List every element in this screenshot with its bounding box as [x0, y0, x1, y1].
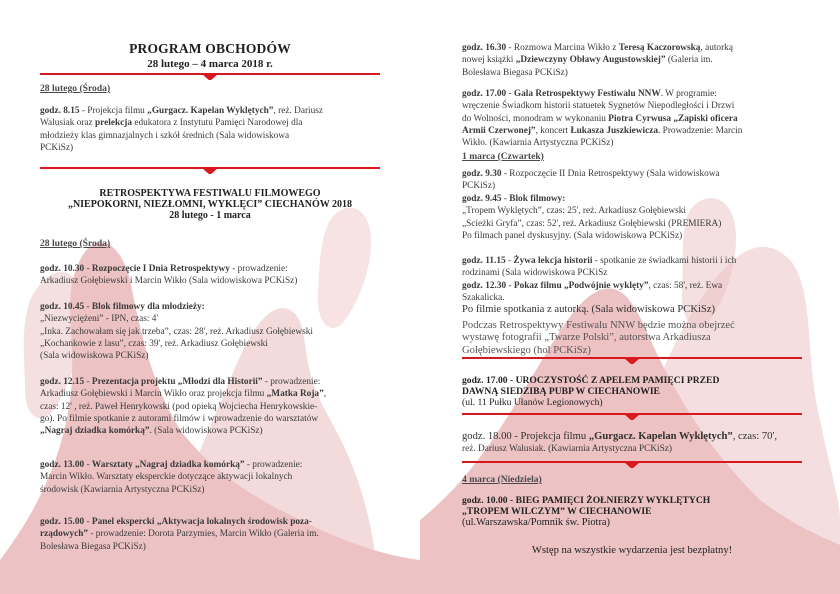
- divider-3: [462, 354, 802, 364]
- event-16-30: godz. 16.30 - Rozmowa Marcina Wikło z Teresą Kaczorowską, autorką nowej książki „Dziewczyny Obławy Augustowskiej” (Galeria im. Bolesława Biegasa PCKiSz): [462, 43, 733, 78]
- event-10-30: godz. 10.30 - Rozpoczęcie I Dnia Retrospektywy - prowadzenie: Arkadiusz Gołębiewski i Marcin Wikło (Sala widowiskowa PCKiSz): [40, 264, 298, 287]
- day-heading-28-feb: 28 lutego (Środa): [40, 83, 111, 94]
- event-18-00: godz. 18.00 - Projekcja filmu „Gurgacz. Kapelan Wyklętych”, czas: 70', reż. Dariusz Walusiak. (Kawiarnia Artystyczna PCKiSz): [462, 431, 778, 455]
- event-9-30: godz. 9.30 - Rozpoczęcie II Dnia Retrospektywy (Sala widowiskowa PCKiSz): [462, 169, 720, 192]
- event-17-00-ceremony: godz. 17.00 - UROCZYSTOŚĆ Z APELEM PAMIĘCI PRZED DAWNĄ SIEDZIBĄ PUBP W CIECHANOWIE (ul. 11 Pułku Ułanów Legionowych): [462, 375, 720, 408]
- event-12-15: godz. 12.15 - Prezentacja projektu „Młodzi dla Historii” - prowadzenie: Arkadiusz Gołębiewski i Marcin Wikło oraz projekcja filmu „Matka Roja”, czas: 12' , reż. Paweł Henrykowski (pod opieką Wojciecha Henrykowskie- go). Po filmie spotkanie z autorami filmów i wprowadzenie do warsztatów „Nagraj dziadka komórką”. (Sala widowiskowa PCKiSz): [40, 377, 327, 437]
- program-date-range: 28 lutego – 4 marca 2018 r.: [147, 58, 273, 70]
- event-13-00: godz. 13.00 - Warsztaty „Nagraj dziadka komórką” - prowadzenie: Marcin Wikło. Warsztaty eksperckie dotyczące aktywacji lokalnych środowisk (Kawiarnia Artystyczna PCKiSz): [40, 460, 303, 495]
- day-heading-28-feb-retro: 28 lutego (Środa): [40, 238, 111, 249]
- event-9-45: godz. 9.45 - Blok filmowy: „Tropem Wyklętych”, czas: 25', reż. Arkadiusz Gołębiewski „Scieżki Gryfa”, czas: 52', reż. Arkadiusz Gołębiewski (PREMIERA) Po filmach panel dyskusyjny. (Sala widowiskowa PCKiSz): [462, 194, 722, 241]
- day-heading-4-mar: 4 marca (Niedziela): [462, 474, 542, 485]
- event-8-15: godz. 8.15 - Projekcja filmu „Gurgacz. Kapelan Wyklętych”, reż. Dariusz Walusiak oraz prelekcja edukatora z Instytutu Pamięci Narodowej dla młodzieży klas gimnazjalnych i szkół średnich (Sala widowiskowa PCKiSz): [40, 106, 324, 153]
- exhibition-note: Podczas Retrospektywy Festiwalu NNW będzie można obejrzeć wystawę fotografii „Twarze Polski”, autorstwa Arkadiusza Gołębiewskiego (hol PCKiSz): [462, 320, 735, 356]
- divider-5: [462, 458, 802, 468]
- program-title: PROGRAM OBCHODÓW: [129, 41, 291, 56]
- event-10-45: godz. 10.45 - Blok filmowy dla młodzieży: „Niezwyciężeni” - IPN, czas: 4' „Inka. Zachowałam się jak trzeba”, czas: 28', reż. Arkadiusz Gołębiewski „Kochankowie z lasu”, czas: 39', reż. Arkadiusz Gołębiewski (Sala widowiskowa PCKiSz): [40, 302, 313, 362]
- divider-2: [40, 164, 380, 174]
- retrospective-header: RETROSPEKTYWA FESTIWALU FILMOWEGO „NIEPOKORNI, NIEZŁOMNI, WYKLĘCI” CIECHANÓW 2018 28 lutego - 1 marca: [67, 188, 353, 221]
- free-entry-note: Wstęp na wszystkie wydarzenia jest bezpłatny!: [531, 545, 733, 556]
- event-15-00: godz. 15.00 - Panel ekspercki „Aktywacja lokalnych środowisk poza- rządowych” - prowadzenie: Dorota Parzymies, Marcin Wikło (Galeria im. Bolesława Biegasa PCKiSz): [40, 517, 319, 552]
- divider-4: [462, 410, 802, 420]
- event-11-15-and-12-30: godz. 11.15 - Żywa lekcja historii - spotkanie ze świadkami historii i ich rodzinami (Sala widowiskowa PCKiSz godz. 12.30 - Pokaz filmu „Podwójnie wyklęty”, czas: 58', reż. Ewa Szakalicka. Po filmie spotkania z autorką. (Sala widowiskowa PCKiSz): [462, 256, 737, 316]
- event-17-00-gala: godz. 17.00 - Gala Retrospektywy Festiwalu NNW. W programie: wręczenie Świadkom historii statuetek Sygnetów Niepodległości i Drzwi do Wolności, monodram w wykonaniu Piotra Cyrwusa „Zapiski oficera Armii Czerwonej”, koncert Łukasza Juszkiewicza. Prowadzenie: Marcin Wikło. (Kawiarnia Artystyczna PCKiSz): [462, 89, 743, 149]
- event-10-00-run: godz. 10.00 - BIEG PAMIĘCI ŻOŁNIERZY WYKLĘTYCH „TROPEM WILCZYM” W CIECHANOWIE (ul.Warszawska/Pomnik św. Piotra): [462, 495, 711, 528]
- day-heading-1-mar: 1 marca (Czwartek): [462, 151, 544, 162]
- divider-1: [40, 70, 380, 80]
